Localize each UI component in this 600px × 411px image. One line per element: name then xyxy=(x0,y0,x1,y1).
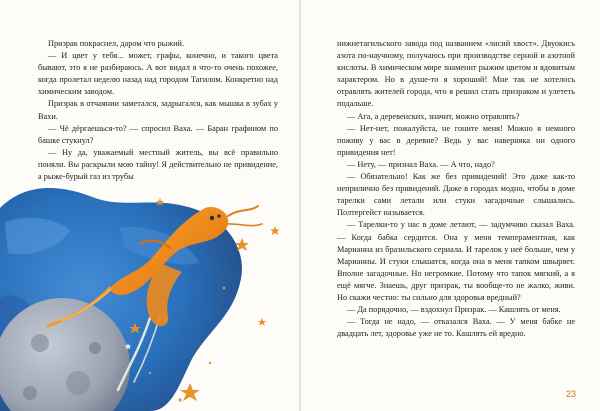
paragraph: — И цвет у тебя... может, графы, конечно, и такого цвета бывают, это я не разбираюсь. А вот видал я что-то очень похожее, когда пролетал неделю назад над городом Тагилом. Конкретно над химическим заводом. xyxy=(38,51,278,97)
paragraph: — Чё дёргаешься-то? — спросил Ваха. — Баран графином по башке стукнул? xyxy=(38,123,278,145)
paragraph: — Да порядочно, — вздохнул Призрак. — Кашлять от меня. xyxy=(347,305,561,315)
star-icon xyxy=(180,383,200,401)
right-page-text xyxy=(337,38,575,340)
paragraph: — Ага, а деревенских, значит, можно отравлять? xyxy=(347,111,520,121)
paragraph: — Нет-нет, пожалуйста, не гоните меня! Можно я немного поживу у вас в деревне? Ведь у вас наверняка ни одного привидения нет! xyxy=(337,123,575,157)
paragraph: нижнетагильского завода под названием «лисий хвост». Двуокись азота по-научному, получаюсь при производстве серной и азотной кислоты. В химическом мире знаменит рыжим цветом и ядовитым характером. Но в душе-то я хороший! Мне так не хотелось отравлять жителей города, что я решил стать призраком и улететь подальше. xyxy=(337,39,575,109)
paragraph: — Нету, — признал Ваха. — А что, надо? xyxy=(347,159,495,169)
left-page-text xyxy=(38,38,278,183)
paragraph: Призрак покраснел, даром что рыжий. xyxy=(48,39,185,48)
paragraph: — Тогда не надо, — отказался Ваха. — У меня бабке не двадцать лет, здоровье уже не то. Кашлять ей вредно. xyxy=(337,317,575,339)
left-page xyxy=(0,0,299,411)
paragraph: — Ну да, уважаемый местный житель, вы всё правильно поняли. Вы раскрыли мою тайну! Я действительно не привидение, а рыже-бурый газ из трубы xyxy=(38,147,278,182)
ghost-illustration xyxy=(0,168,299,411)
page-number: 23 xyxy=(565,389,576,399)
paragraph: — Обязательно! Как же без привидений! Это даже как-то неприлично без привидений. Даже в городах модно, чтобы в доме тарелки сами летали или стуки загадочные слышались. Полтергейст называется. xyxy=(337,172,575,218)
star-icon xyxy=(270,226,280,235)
star-icon xyxy=(258,318,266,326)
right-page xyxy=(301,0,600,411)
paragraph: — Тарелки-то у нас в доме летают, — задумчиво сказал Ваха. — Когда бабка сердится. Она у меня темпераментная, как Марианна из бразильского сериала. И тарелок у неё больше, чем у Марианны. И стуки слышатся, когда она в меня тапком швыряет. Вполне загадочные. Но негромкие. Потому что тапок мягкий, а я ещё мягче. Знаешь, друг призрак, ты вообще-то не жалко, живи. Но скажи честно: ты сильно для здоровья вредный? xyxy=(337,220,575,302)
paragraph: Призрак в отчаянии заметался, задрыгался, как мышка в зубах у Вахи. xyxy=(38,99,278,121)
